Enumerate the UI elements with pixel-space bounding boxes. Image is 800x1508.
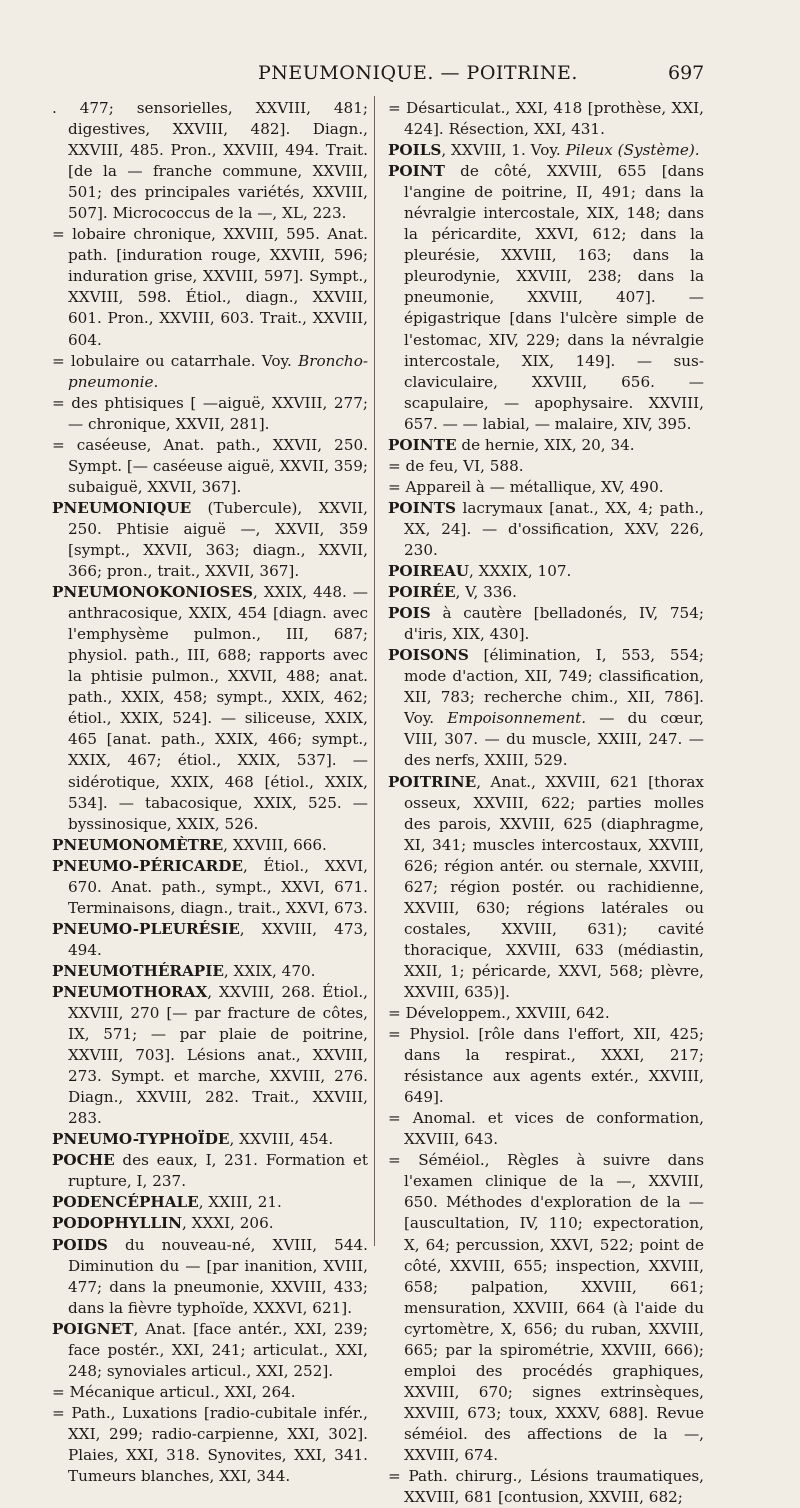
entry-term: POIRÉE: [388, 583, 456, 602]
entry-text: , XXVIII, 1. Voy.: [441, 141, 566, 160]
entry-text: de côté, XXVIII, 655 [dans l'angine de poitrine, II, 491; dans la névralgie intercostale, XIX, 148; dans la péricardite, XXVI, 612; dans la pleurésie, XXVIII, 163; dans la pleurodynie, XXVIII, 238; dans la pneumonie, XXVIII, 407]. — épigastrique [dans l'ulcère simple de l'estomac, XIV, 229; dans la névralgie intercostale, XIX, 149]. — sus-claviculaire, XXVIII, 656. — scapulaire, — apophysaire. XXVIII, 657. — — labial, — malaire, XIV, 395.: [404, 162, 704, 433]
index-entry: [388, 477, 704, 498]
entry-text: = Appareil à — métallique, XV, 490.: [388, 477, 664, 496]
entry-crossref: Empoisonnement.: [447, 709, 587, 728]
entry-term: POIGNET: [52, 1319, 134, 1338]
entry-text: , XXIX, 448. — anthracosique, XXIX, 454 [diagn. avec l'emphysème pulmon., III, 687; physiol. path., III, 688; rapports avec la phtisie pulmon., XXVII, 488; anat. path., XXIX, 458; sympt., XXIX, 462; étiol., XXIX, 524]. — siliceuse, XXIX, 465 [anat. path., XXIX, 466; sympt., XXIX, 467; étiol., XXIX, 537]. — sidérotique, XXIX, 468 [étiol., XXIX, 534]. — tabacosique, XXIX, 525. — byssinosique, XXIX, 526.: [68, 583, 368, 833]
entry-term: POINTE: [388, 435, 457, 454]
entry-text: lacrymaux [anat., XX, 4; path., XX, 24]. — d'ossification, XXV, 226, 230.: [404, 498, 704, 559]
index-entry: [388, 98, 704, 140]
index-entry: [52, 961, 368, 982]
entry-text: , V, 336.: [455, 583, 517, 602]
index-entry: [388, 456, 704, 477]
index-entry: [52, 835, 368, 856]
index-entry: [52, 393, 368, 435]
entry-term: POCHE: [52, 1151, 115, 1170]
entry-text: , Anat., XXVIII, 621 [thorax osseux, XXVIII, 622; parties molles des parois, XXVIII, 625 (diaphragme, XI, 341; muscles intercostaux, XXVIII, 626; région antér. ou sternale, XXVIII, 627; région postér. ou rachidienne, XXVIII, 630; régions latérales ou costales, XXVIII, 631); cavité thoracique, XXVIII, 633 (médiastin, XXII, 1; péricarde, XXVI, 568; plèvre, XXVIII, 635)].: [404, 772, 704, 1001]
entry-text: à cautère [belladonés, IV, 754; d'iris, XIX, 430].: [404, 604, 704, 644]
index-entry: [52, 1213, 368, 1234]
entry-text: des eaux, I, 231. Formation et rupture, I, 237.: [68, 1151, 368, 1191]
entry-text: = Désarticulat., XXI, 418 [prothèse, XXI, 424]. Résection, XXI, 431.: [388, 99, 704, 139]
index-entry: [388, 1466, 704, 1508]
entry-term: PNEUMONOKONIOSES: [52, 583, 254, 602]
left-column: [52, 98, 368, 1487]
index-entry: [388, 1003, 704, 1024]
index-entry: [388, 1150, 704, 1466]
entry-term: PNEUMO-PLEURÉSIE: [52, 919, 240, 938]
running-head: PNEUMONIQUE. — POITRINE.: [258, 62, 578, 84]
entry-text: , XXVIII, 268. Étiol., XXVIII, 270 [— par fracture de côtes, IX, 571; — par plaie de poitrine, XXVIII, 703]. Lésions anat., XXVIII, 273. Sympt. et marche, XXVIII, 276. Diagn., XXVIII, 282. Trait., XXVIII, 283.: [68, 982, 368, 1128]
entry-term: PNEUMO-TYPHOÏDE: [52, 1130, 230, 1149]
index-entry: [388, 603, 704, 645]
index-entry: [388, 582, 704, 603]
entry-crossref: Pileux (Système).: [565, 141, 700, 160]
entry-text: = Path., Luxations [radio-cubitale infér., XXI, 299; radio-carpienne, XXI, 302]. Plaies, XXI, 318. Synovites, XXI, 341. Tumeurs blanches, XXI, 344.: [52, 1403, 368, 1486]
entry-text: = Anomal. et vices de conformation, XXVIII, 643.: [388, 1109, 704, 1149]
index-entry: [52, 498, 368, 582]
entry-term: PODENCÉPHALE: [52, 1193, 199, 1212]
entry-text: = des phtisiques [ —aiguë, XXVIII, 277; — chronique, XXVII, 281].: [52, 393, 368, 433]
entry-text: , XXXIX, 107.: [468, 562, 572, 581]
entry-text: , Anat. [face antér., XXI, 239; face postér., XXI, 241; articulat., XXI, 248; synoviales articul., XXI, 252].: [68, 1319, 368, 1380]
index-entry: [388, 1108, 704, 1150]
index-entry: [52, 1319, 368, 1382]
entry-term: PNEUMONOMÈTRE: [52, 835, 224, 854]
entry-text: , XXIX, 470.: [223, 961, 316, 980]
entry-text: , XXIII, 21.: [198, 1193, 282, 1212]
entry-text: = Séméiol., Règles à suivre dans l'examen clinique de la —, XXVIII, 650. Méthodes d'exploration de la — [auscultation, IV, 110; expectoration, X, 64; percussion, XXVI, 522; point de côté, XXVIII, 655; inspection, XXVIII, 658; palpation, XXVIII, 661; mensuration, XXVIII, 664 (à l'aide du cyrtomètre, X, 656; du ruban, XXVIII, 665; par la spirométrie, XXVIII, 666); emploi des procédés graphiques, XXVIII, 670; signes extrinsèques, XXVIII, 673; toux, XXXV, 688]. Revue séméiol. des affections de la —, XXVIII, 674.: [388, 1151, 704, 1464]
entry-text: du nouveau-né, XVIII, 544. Diminution du — [par inanition, XVIII, 477; dans la pneumonie, XXVIII, 433; dans la fièvre typhoïde, XXXVI, 621].: [68, 1235, 368, 1317]
entry-text: = lobaire chronique, XXVIII, 595. Anat. path. [induration rouge, XXVIII, 596; induration grise, XXVIII, 597]. Sympt., XXVIII, 598. Étiol., diagn., XXVIII, 601. Pron., XXVIII, 603. Trait., XXVIII, 604.: [52, 225, 368, 349]
index-entry: [52, 1129, 368, 1150]
entry-term: PNEUMOTHÉRAPIE: [52, 961, 224, 980]
page-header: [0, 62, 800, 92]
index-entry: [52, 1235, 368, 1319]
entry-crossref: Broncho-pneumonie.: [68, 351, 368, 391]
entry-term: POILS: [388, 141, 442, 160]
index-entry: [388, 772, 704, 1004]
entry-term: POITRINE: [388, 772, 477, 791]
index-entry: [52, 351, 368, 393]
index-entry: [388, 435, 704, 456]
entry-text: = Développem., XXVIII, 642.: [388, 1004, 610, 1023]
index-entry: [52, 1382, 368, 1403]
entry-text: = lobulaire ou catarrhale. Voy.: [52, 351, 299, 370]
index-entry: [388, 561, 704, 582]
index-entry: [52, 98, 368, 224]
entry-term: PNEUMO-PÉRICARDE: [52, 856, 243, 875]
index-entry: [52, 582, 368, 835]
index-entry: [388, 140, 704, 161]
entry-term: POIS: [388, 604, 431, 623]
entry-text: [élimination, I, 553, 554; mode d'action, XII, 749; classification, XII, 783; recherche chim., XII, 786]. Voy.: [404, 646, 704, 728]
entry-text: = Mécanique articul., XXI, 264.: [52, 1382, 296, 1401]
index-entry: [388, 498, 704, 561]
entry-text: de hernie, XIX, 20, 34.: [456, 435, 635, 454]
entry-text: = de feu, VI, 588.: [388, 456, 524, 475]
entry-term: POINT: [388, 162, 445, 181]
entry-text-cont: — du cœur, VIII, 307. — du muscle, XXIII, 247. — des nerfs, XXIII, 529.: [404, 709, 704, 770]
entry-text: , XXVIII, 473, 494.: [68, 919, 368, 959]
index-entry: [388, 1024, 704, 1108]
entry-text: = caséeuse, Anat. path., XXVII, 250. Sympt. [— caséeuse aiguë, XXVII, 359; subaiguë, XXVII, 367].: [52, 435, 368, 496]
page-number: 697: [668, 62, 705, 84]
index-entry: [52, 435, 368, 498]
entry-text: = Path. chirurg., Lésions traumatiques, XXVIII, 681 [contusion, XXVIII, 682;: [388, 1467, 704, 1507]
index-entry: [52, 1192, 368, 1213]
right-column: [388, 98, 704, 1508]
index-entry: [52, 856, 368, 919]
entry-term: POIREAU: [388, 562, 469, 581]
index-entry: [388, 161, 704, 435]
entry-text: , XXVIII, 666.: [223, 835, 327, 854]
entry-term: POISONS: [388, 646, 469, 665]
entry-term: POIDS: [52, 1235, 108, 1254]
entry-text: , XXVIII, 454.: [229, 1130, 334, 1149]
entry-term: PNEUMOTHORAX: [52, 982, 208, 1001]
entry-term: PODOPHYLLIN: [52, 1214, 183, 1233]
entry-text: (Tubercule), XXVII, 250. Phtisie aiguë —, XXVII, 359 [sympt., XXVII, 363; diagn., XXVII, 366; pron., trait., XXVII, 367].: [68, 498, 368, 581]
entry-text: , Étiol., XXVI, 670. Anat. path., sympt., XXVI, 671. Terminaisons, diagn., trait., XXVI, 673.: [68, 856, 368, 917]
index-entry: [52, 1403, 368, 1487]
entry-term: POINTS: [388, 498, 456, 517]
index-entry: [52, 919, 368, 961]
entry-text: . 477; sensorielles, XXVIII, 481; digestives, XXVIII, 482]. Diagn., XXVIII, 485. Pron., XXVIII, 494. Trait. [de la — franche commune, XXVIII, 501; des principales variétés, XXVIII, 507]. Micrococcus de la —, XL, 223.: [52, 99, 368, 223]
index-entry: [52, 982, 368, 1129]
index-entry: [52, 1150, 368, 1192]
entry-term: PNEUMONIQUE: [52, 498, 192, 517]
column-divider: [374, 96, 375, 1246]
entry-text: = Physiol. [rôle dans l'effort, XII, 425; dans la respirat., XXXI, 217; résistance aux agents extér., XXVIII, 649].: [388, 1025, 704, 1107]
index-entry: [52, 224, 368, 350]
index-entry: [388, 645, 704, 771]
entry-text: , XXXI, 206.: [182, 1214, 274, 1233]
